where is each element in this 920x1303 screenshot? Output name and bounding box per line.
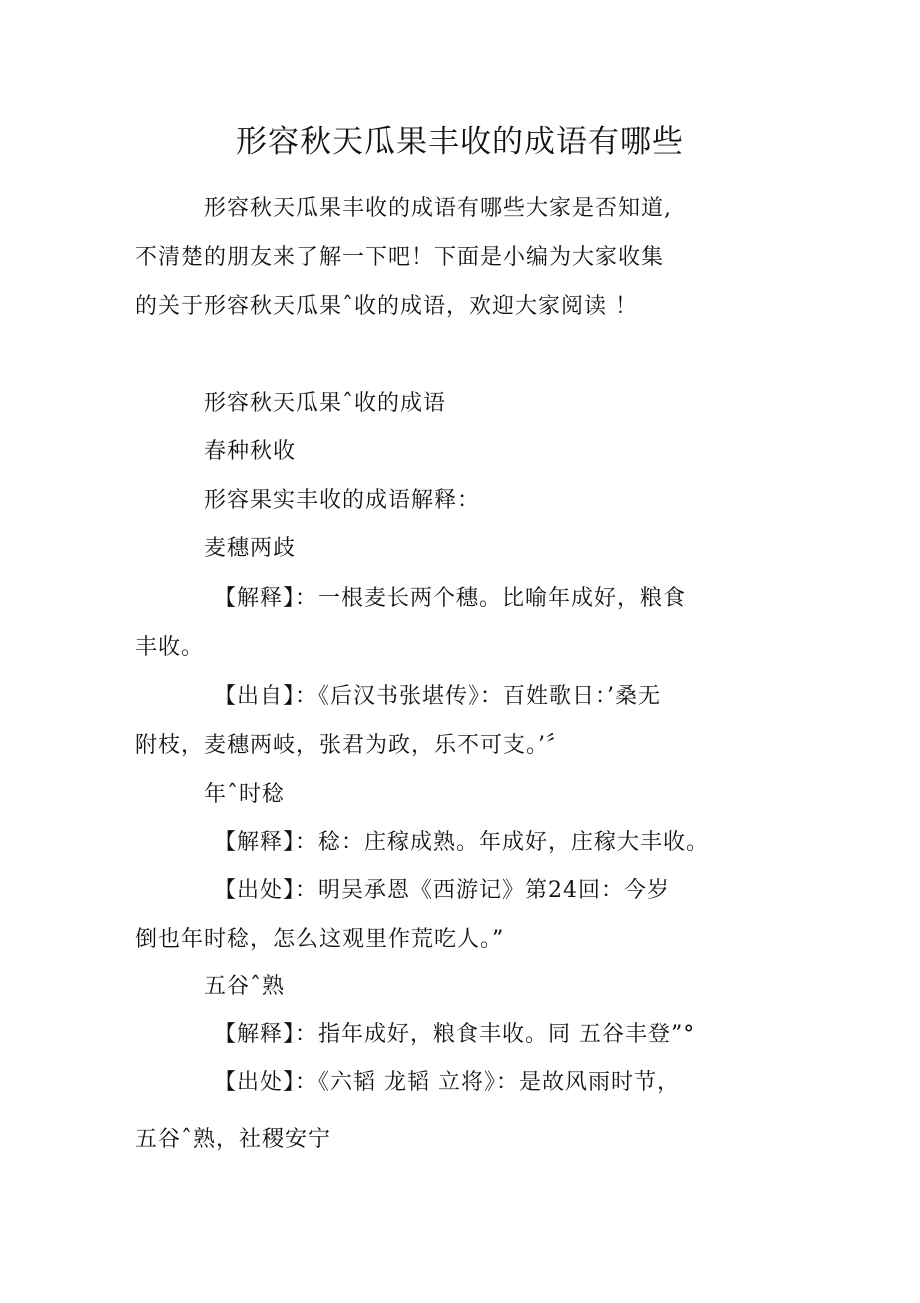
idiom-nianshiren: 年ˆ时稔 bbox=[204, 782, 286, 807]
idiom-maisuiliangqi-source-1: 【出自】：《后汉书张堪传》：百姓歌日：’桑无 bbox=[214, 684, 661, 709]
idiom-nianshiren-source-2: 倒也年时稔，怎么这观里作荒吃人。” bbox=[135, 927, 505, 952]
idiom-wugushu-explain: 【解释】：指年成好，粮食丰收。同 五谷丰登”° bbox=[214, 1022, 696, 1047]
subheading: 形容果实丰收的成语解释： bbox=[204, 488, 481, 513]
idiom-maisuiliangqi-explain-1: 【解释】：一根麦长两个穗。比喻年成好，粮食 bbox=[214, 586, 687, 611]
section-heading: 形容秋天瓜果ˆ收的成语 bbox=[204, 391, 447, 416]
intro-line-3: 的关于形容秋天瓜果ˆ收的成语，欢迎大家阅读 ！ bbox=[135, 294, 638, 319]
intro-line-2: 不清楚的朋友来了解一下吧！下面是小编为大家收集 bbox=[135, 245, 665, 270]
idiom-nianshiren-explain: 【解释】：稔：庄稼成熟。年成好，庄稼大丰收。 bbox=[214, 830, 710, 855]
idiom-maisuiliangqi: 麦穗两歧 bbox=[204, 536, 297, 561]
idiom-chunzhongqiushou: 春种秋收 bbox=[204, 439, 297, 464]
idiom-wugushu-source-2: 五谷ˆ熟，社稷安宁 bbox=[135, 1127, 332, 1152]
intro-line-1: 形容秋天瓜果丰收的成语有哪些大家是否知道, bbox=[204, 196, 672, 221]
idiom-wugushu: 五谷ˆ熟 bbox=[204, 974, 286, 999]
idiom-maisuiliangqi-source-2: 附枝，麦穗两岐，张君为政，乐不可支。’〞 bbox=[135, 733, 569, 758]
idiom-wugushu-source-1: 【出处】：《六韬 龙韬 立将》：是故风雨时节， bbox=[214, 1070, 680, 1095]
idiom-maisuiliangqi-explain-2: 丰收。 bbox=[135, 635, 205, 660]
page-title: 形容秋天瓜果丰收的成语有哪些 bbox=[236, 124, 684, 160]
idiom-nianshiren-source-1: 【出处】：明吴承恩《西游记》第24回：今岁 bbox=[214, 878, 670, 903]
